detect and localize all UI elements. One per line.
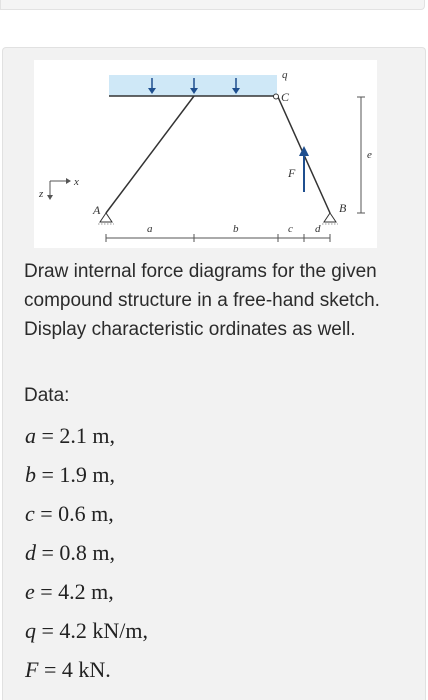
dim-label-c: c xyxy=(288,223,293,235)
hinge-c xyxy=(274,94,279,99)
axis-x-arrow-icon xyxy=(66,178,71,184)
data-item-b: b = 1.9 m, xyxy=(25,462,116,487)
distributed-load-band xyxy=(109,75,277,96)
data-item-a: a = 2.1 m, xyxy=(25,423,116,448)
node-label-c: C xyxy=(281,90,290,104)
support-b xyxy=(324,213,336,222)
axis-label-z: z xyxy=(39,188,44,200)
data-list xyxy=(25,423,148,696)
dim-label-a: a xyxy=(147,223,153,235)
data-heading: Data: xyxy=(24,385,70,406)
dim-label-b: b xyxy=(233,223,239,235)
data-item-c: c = 0.6 m, xyxy=(25,501,114,526)
support-label-b: B xyxy=(339,201,347,215)
data-item-d: d = 0.8 m, xyxy=(25,540,116,565)
data-item-q: q = 4.2 kN/m, xyxy=(25,618,149,643)
problem-statement: Draw internal force diagrams for the given compound structure in a free-hand sketch. Display characteristic ordinates as well. xyxy=(24,261,380,340)
load-label-q: q xyxy=(282,69,288,81)
structure-diagram xyxy=(34,60,377,248)
axis-label-x: x xyxy=(74,176,79,188)
axis-z-arrow-icon xyxy=(47,195,53,200)
dim-label-d: d xyxy=(315,223,321,235)
dim-label-e: e xyxy=(367,149,372,161)
force-label-f: F xyxy=(288,166,296,180)
data-item-f: F = 4 kN. xyxy=(25,657,111,682)
member-a-left xyxy=(106,96,194,213)
support-label-a: A xyxy=(93,203,101,217)
structure-figure xyxy=(34,60,377,248)
support-a xyxy=(100,213,112,222)
data-item-e: e = 4.2 m, xyxy=(25,579,114,604)
previous-card xyxy=(0,0,425,10)
